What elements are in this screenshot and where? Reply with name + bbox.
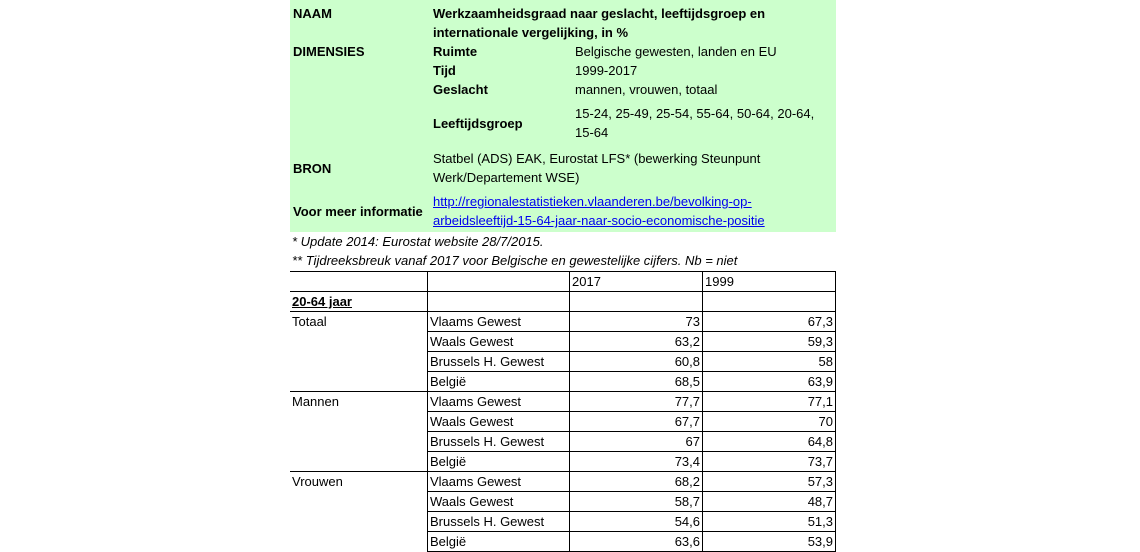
row-value-2017: 58,7 xyxy=(570,492,703,512)
row-group: Vrouwen xyxy=(290,472,428,492)
row-value-1999: 67,3 xyxy=(703,312,836,332)
row-value-2017: 67,7 xyxy=(570,412,703,432)
header-empty xyxy=(290,272,428,292)
row-value-1999: 53,9 xyxy=(703,532,836,552)
row-value-2017: 68,5 xyxy=(570,372,703,392)
row-group xyxy=(290,452,428,472)
row-region: Brussels H. Gewest xyxy=(428,352,570,372)
row-region: Brussels H. Gewest xyxy=(428,512,570,532)
row-value-1999: 51,3 xyxy=(703,512,836,532)
footnote-update: * Update 2014: Eurostat website 28/7/2015. xyxy=(292,234,544,249)
row-region: Waals Gewest xyxy=(428,332,570,352)
table-row xyxy=(290,452,836,472)
row-value-1999: 48,7 xyxy=(703,492,836,512)
row-region: België xyxy=(428,372,570,392)
section-empty-2017 xyxy=(570,292,703,312)
row-value-1999: 73,7 xyxy=(703,452,836,472)
row-value-2017: 63,2 xyxy=(570,332,703,352)
row-group xyxy=(290,512,428,532)
dimensies-label: DIMENSIES xyxy=(293,44,365,59)
row-value-1999: 59,3 xyxy=(703,332,836,352)
table-row xyxy=(290,352,836,372)
row-group xyxy=(290,332,428,352)
row-region: België xyxy=(428,452,570,472)
section-row xyxy=(290,292,836,312)
table-row xyxy=(290,412,836,432)
bron-line1: Statbel (ADS) EAK, Eurostat LFS* (bewerking Steunpunt xyxy=(433,151,761,166)
header-1999: 1999 xyxy=(703,272,836,292)
tijd-value: 1999-2017 xyxy=(575,63,638,78)
row-group xyxy=(290,532,428,552)
row-group xyxy=(290,352,428,372)
naam-title-line1: Werkzaamheidsgraad naar geslacht, leeftijdsgroep en xyxy=(433,6,766,21)
table-row xyxy=(290,372,836,392)
table-row xyxy=(290,332,836,352)
tijd-label: Tijd xyxy=(433,63,456,78)
header-region xyxy=(428,272,570,292)
row-value-2017: 73 xyxy=(570,312,703,332)
table-row xyxy=(290,392,836,412)
row-value-1999: 57,3 xyxy=(703,472,836,492)
row-group: Totaal xyxy=(290,312,428,332)
row-region: België xyxy=(428,532,570,552)
row-value-1999: 77,1 xyxy=(703,392,836,412)
row-value-2017: 60,8 xyxy=(570,352,703,372)
row-region: Brussels H. Gewest xyxy=(428,432,570,452)
info-link-line1[interactable]: http://regionalestatistieken.vlaanderen.be/bevolking-op- xyxy=(433,194,752,209)
bron-label: BRON xyxy=(293,161,332,176)
ruimte-value: Belgische gewesten, landen en EU xyxy=(575,44,777,59)
row-value-1999: 64,8 xyxy=(703,432,836,452)
table-row xyxy=(290,532,836,552)
table-row xyxy=(290,432,836,452)
row-region: Vlaams Gewest xyxy=(428,312,570,332)
row-group xyxy=(290,412,428,432)
footnote-tijdreeksbreuk: ** Tijdreeksbreuk vanaf 2017 voor Belgische en gewestelijke cijfers. Nb = niet xyxy=(292,253,738,268)
table-row xyxy=(290,472,836,492)
row-group xyxy=(290,372,428,392)
row-value-1999: 70 xyxy=(703,412,836,432)
metadata-block xyxy=(290,0,836,232)
row-value-2017: 77,7 xyxy=(570,392,703,412)
geslacht-value: mannen, vrouwen, totaal xyxy=(575,82,718,97)
naam-title-line2: internationale vergelijking, in % xyxy=(433,25,629,40)
row-region: Vlaams Gewest xyxy=(428,472,570,492)
row-group: Mannen xyxy=(290,392,428,412)
table-row xyxy=(290,512,836,532)
section-empty-region xyxy=(428,292,570,312)
table-row xyxy=(290,492,836,512)
row-region: Waals Gewest xyxy=(428,412,570,432)
row-region: Vlaams Gewest xyxy=(428,392,570,412)
naam-label: NAAM xyxy=(293,6,332,21)
section-empty-1999 xyxy=(703,292,836,312)
row-value-2017: 68,2 xyxy=(570,472,703,492)
bron-line2: Werk/Departement WSE) xyxy=(433,170,580,185)
row-value-2017: 67 xyxy=(570,432,703,452)
table-header-row xyxy=(290,272,836,292)
info-label: Voor meer informatie xyxy=(293,204,423,219)
row-value-2017: 73,4 xyxy=(570,452,703,472)
info-link-line2[interactable]: arbeidsleeftijd-15-64-jaar-naar-socio-economische-positie xyxy=(433,213,765,228)
row-group xyxy=(290,492,428,512)
leeftijd-label: Leeftijdsgroep xyxy=(433,116,523,131)
row-group xyxy=(290,432,428,452)
row-value-2017: 54,6 xyxy=(570,512,703,532)
geslacht-label: Geslacht xyxy=(433,82,488,97)
leeftijd-value-line1: 15-24, 25-49, 25-54, 55-64, 50-64, 20-64, xyxy=(575,106,815,121)
ruimte-label: Ruimte xyxy=(433,44,478,59)
header-2017: 2017 xyxy=(570,272,703,292)
section-label: 20-64 jaar xyxy=(290,292,428,312)
row-value-2017: 63,6 xyxy=(570,532,703,552)
table-row xyxy=(290,312,836,332)
row-value-1999: 63,9 xyxy=(703,372,836,392)
row-region: Waals Gewest xyxy=(428,492,570,512)
leeftijd-value-line2: 15-64 xyxy=(575,125,609,140)
row-value-1999: 58 xyxy=(703,352,836,372)
data-table xyxy=(290,271,836,552)
